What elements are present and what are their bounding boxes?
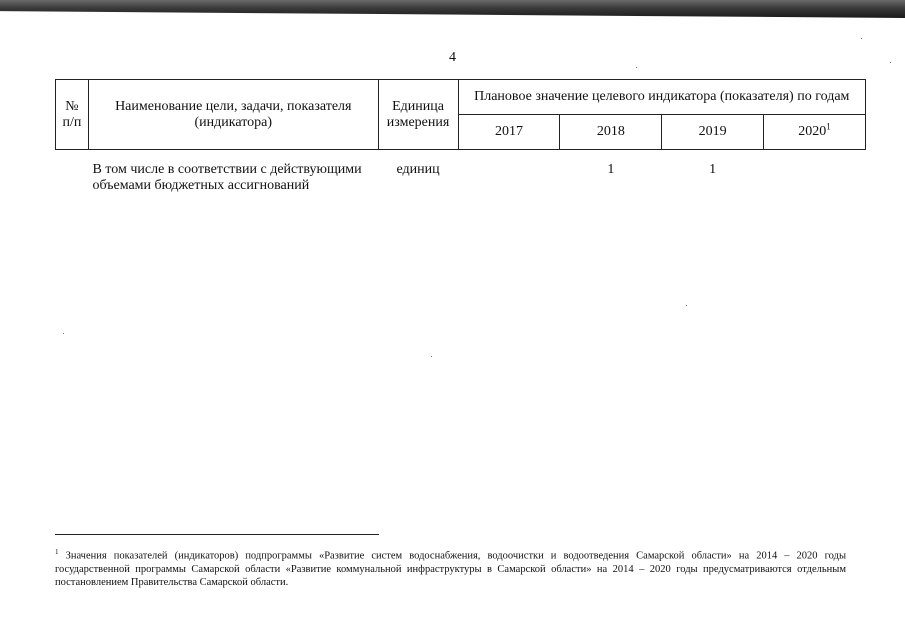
table-header-row (56, 80, 866, 115)
row-value-2017 (458, 150, 560, 196)
header-year: 2017 (458, 115, 560, 150)
row-number (56, 150, 89, 196)
header-name: Наименование цели, задачи, показателя (индикатора) (88, 80, 378, 150)
scan-speck (890, 62, 891, 63)
header-year: 2019 (662, 115, 764, 150)
header-unit: Единица измерения (378, 80, 458, 150)
scan-speck (636, 67, 637, 68)
footnote-separator (55, 534, 379, 535)
header-number: № п/п (56, 80, 89, 150)
scan-speck (686, 305, 687, 306)
header-year-2020 (764, 115, 866, 150)
header-year-label: 2020 (798, 124, 827, 139)
scan-speck (861, 38, 862, 39)
page-number: 4 (449, 50, 456, 65)
table-row (56, 150, 866, 196)
row-value-2019: 1 (709, 162, 717, 177)
scan-speck (431, 356, 432, 357)
header-plan-group: Плановое значение целевого индикатора (показателя) по годам (458, 80, 865, 115)
header-year: 2018 (560, 115, 662, 150)
indicators-table (55, 79, 866, 195)
row-value-2018: 1 (607, 162, 615, 177)
footnote-mark: 1 (55, 548, 59, 556)
footnote (55, 546, 846, 589)
scan-speck (63, 333, 64, 334)
row-unit: единиц (396, 162, 440, 177)
scan-edge-shadow (0, 0, 905, 18)
row-name: В том числе в соответствии с действующими объемами бюджетных ассигнований (92, 162, 362, 193)
row-value-2020 (764, 150, 866, 196)
footnote-marker: 1 (826, 121, 831, 132)
footnote-text: Значения показателей (индикаторов) подпрограммы «Развитие систем водоснабжения, водоочистки и водоотведения Самарской области» на 2014 – 2020 годы государственной программы Самарской области «Развитие коммунальной инфраструктуры в Самарской области» на 2014 – 2020 годы предусматриваются отдельным постановлением Правительства Самарской области. (55, 550, 846, 588)
